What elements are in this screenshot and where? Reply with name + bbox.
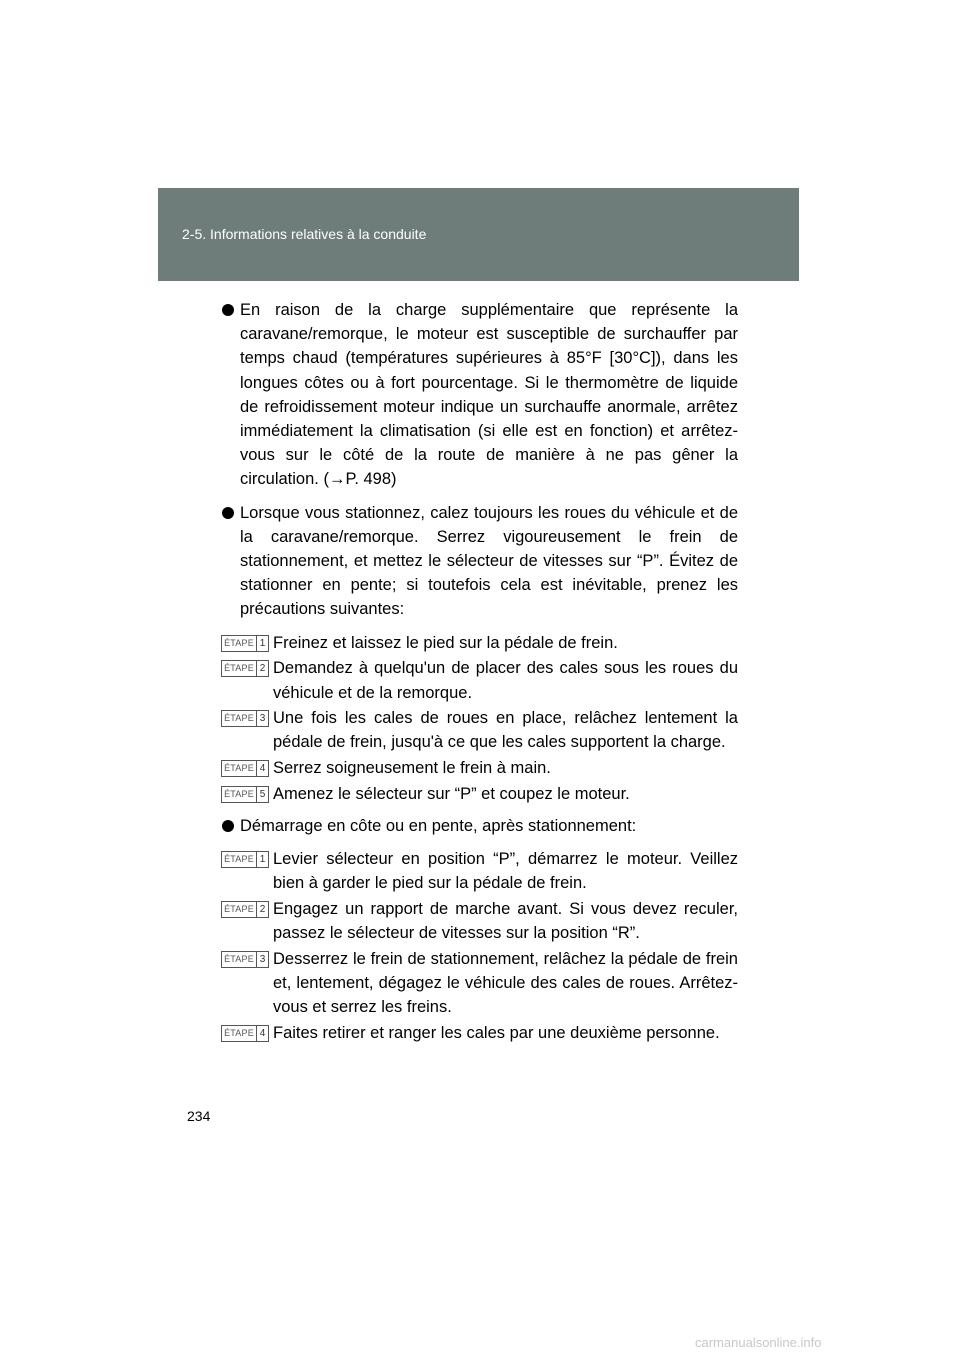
step-label: ÉTAPE bbox=[222, 852, 257, 867]
bullet-text: En raison de la charge supplémentaire que représente la caravane/remorque, le moteur est susceptible de surchauffer par temps chaud (températures supérieures à 85°F [30°C]), dans les longues côtes ou à fort pourcentage. Si le thermomètre de liquide de refroidissement moteur indique un surchauffe anormale, arrêtez immédiatement la climatisation (si elle est en fonction) et arrêtez-vous sur le côté de la route de manière à ne pas gêner la circulation. (→P. 498) bbox=[240, 301, 738, 489]
start-step-1 bbox=[220, 847, 738, 895]
bullet-text: Lorsque vous stationnez, calez toujours les roues du véhicule et de la caravane/remorque. Serrez vigoureusement le frein de stationnement, et mettez le sélecteur de vitesses sur “P”. Évitez de stationner en pente; si toutefois cela est inévitable, prenez les précautions suivantes: bbox=[240, 503, 738, 619]
start-step-3 bbox=[220, 947, 738, 1020]
bullet-dot-icon bbox=[222, 820, 234, 832]
bullet-hill-start bbox=[220, 814, 738, 838]
step-text: Serrez soigneusement le frein à main. bbox=[273, 759, 551, 778]
step-badge bbox=[221, 851, 269, 868]
step-number: 2 bbox=[259, 663, 266, 675]
parking-step-1 bbox=[220, 631, 738, 655]
step-badge bbox=[221, 1025, 269, 1042]
step-number: 5 bbox=[259, 788, 266, 800]
step-label: ÉTAPE bbox=[222, 787, 257, 802]
step-text: Engagez un rapport de marche avant. Si vous devez reculer, passez le sélecteur de vitesses sur la position “R”. bbox=[273, 899, 738, 942]
step-number: 4 bbox=[259, 763, 266, 775]
step-number: 2 bbox=[259, 903, 266, 915]
bullet-parking bbox=[220, 501, 738, 622]
bullet-dot-icon bbox=[222, 507, 234, 519]
step-number: 4 bbox=[259, 1027, 266, 1039]
page-content bbox=[220, 298, 738, 1046]
step-text: Demandez à quelqu'un de placer des cales sous les roues du véhicule et de la remorque. bbox=[273, 659, 738, 702]
step-text: Une fois les cales de roues en place, relâchez lentement la pédale de frein, jusqu'à ce que les cales supportent la charge. bbox=[273, 709, 738, 752]
step-badge bbox=[221, 786, 269, 803]
step-label: ÉTAPE bbox=[222, 761, 257, 776]
step-text: Faites retirer et ranger les cales par une deuxième personne. bbox=[273, 1023, 720, 1042]
step-number: 3 bbox=[259, 713, 266, 725]
step-badge bbox=[221, 660, 269, 677]
step-number: 1 bbox=[259, 853, 266, 865]
step-badge bbox=[221, 951, 269, 968]
bullet-dot-icon bbox=[222, 304, 234, 316]
section-header-band bbox=[158, 188, 799, 281]
step-badge bbox=[221, 760, 269, 777]
step-label: ÉTAPE bbox=[222, 952, 257, 967]
step-label: ÉTAPE bbox=[222, 711, 257, 726]
step-label: ÉTAPE bbox=[222, 636, 257, 651]
step-badge bbox=[221, 710, 269, 727]
step-text: Freinez et laissez le pied sur la pédale de frein. bbox=[273, 633, 618, 652]
page-number: 234 bbox=[187, 1108, 211, 1124]
bullet-overheating bbox=[220, 298, 738, 492]
start-step-4 bbox=[220, 1021, 738, 1045]
start-step-2 bbox=[220, 897, 738, 945]
parking-step-3 bbox=[220, 706, 738, 754]
parking-step-5 bbox=[220, 782, 738, 806]
step-number: 3 bbox=[259, 953, 266, 965]
parking-step-4 bbox=[220, 756, 738, 780]
parking-step-2 bbox=[220, 656, 738, 704]
step-number: 1 bbox=[259, 637, 266, 649]
section-title: 2-5. Informations relatives à la conduite bbox=[182, 226, 427, 242]
step-label: ÉTAPE bbox=[222, 1026, 257, 1041]
step-text: Levier sélecteur en position “P”, démarrez le moteur. Veillez bien à garder le pied sur la pédale de frein. bbox=[273, 849, 738, 892]
step-text: Desserrez le frein de stationnement, relâchez la pédale de frein et, lentement, dégagez le véhicule des cales de roues. Arrêtez-vous et serrez les freins. bbox=[273, 949, 738, 1016]
step-badge bbox=[221, 901, 269, 918]
step-text: Amenez le sélecteur sur “P” et coupez le moteur. bbox=[273, 784, 630, 803]
watermark: carmanualsonline.info bbox=[695, 1335, 822, 1350]
step-label: ÉTAPE bbox=[222, 661, 257, 676]
step-badge bbox=[221, 635, 269, 652]
bullet-text: Démarrage en côte ou en pente, après stationnement: bbox=[240, 816, 637, 835]
step-label: ÉTAPE bbox=[222, 902, 257, 917]
